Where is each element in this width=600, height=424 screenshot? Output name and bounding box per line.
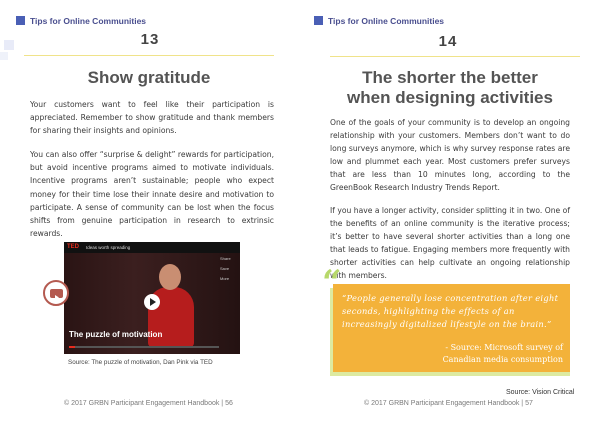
video-progress-fill xyxy=(69,346,75,348)
left-footer: © 2017 GRBN Participant Engagement Handbook | 56 xyxy=(64,400,233,407)
left-paragraph-2: You can also offer “surprise & delight” rewards for participation, but avoid incentive programs aimed to motivate individuals. Incentive programs aren’t sustainable; people who expect money for their time lose their innate desire and motivation to participate. A sense of community can be lost when the focus shifts from genuine participation in research to extrinsic rewards. xyxy=(30,150,274,238)
right-footer: © 2017 GRBN Participant Engagement Handbook | 57 xyxy=(364,400,533,407)
left-header-rule xyxy=(24,55,274,56)
right-paragraph-1: One of the goals of your community is to develop an ongoing relationship with your customers. Members don’t want to do long surveys anymore, which is why survey response rates are low and plummet each year. Most customers prefer surveys that are less than 10 minutes long, according to the GreenBook Research Industry Trends Report. xyxy=(330,118,570,193)
right-body xyxy=(330,116,570,282)
header-square-icon xyxy=(314,16,323,25)
left-heading: Show gratitude xyxy=(87,68,211,87)
menu-item-share[interactable]: Share xyxy=(220,256,231,261)
right-paragraph-2: If you have a longer activity, consider splitting it in two. One of the benefits of an online community is the iterative process; it’s better to have several shorter activities than a long one that leads to fatigue. Engaging members more frequently with shorter activities can help cultivate an ongoing relationship with members. xyxy=(330,205,570,281)
right-heading-line-2: when designing activities xyxy=(347,88,553,107)
speaker-head xyxy=(159,264,181,290)
video-top-title: Ideas worth spreading xyxy=(86,245,131,250)
decorative-square xyxy=(0,52,8,60)
left-body xyxy=(30,98,274,240)
ted-logo: TED xyxy=(67,244,79,250)
quote-mark-icon: “ xyxy=(322,263,342,303)
quote-source: - Source: Microsoft survey of Canadian media consumption xyxy=(442,343,563,364)
play-icon xyxy=(144,294,160,310)
left-page-number: 13 xyxy=(140,31,160,48)
video-top-bar xyxy=(64,242,240,253)
right-header-rule xyxy=(330,56,580,57)
decorative-square xyxy=(4,40,14,50)
right-header-title: Tips for Online Communities xyxy=(328,16,445,26)
quote-box xyxy=(333,284,570,372)
video-player[interactable] xyxy=(64,242,240,354)
menu-item-save[interactable]: Save xyxy=(220,266,230,271)
video-side-menu xyxy=(220,256,238,286)
video-progress-bar[interactable] xyxy=(69,346,219,348)
right-heading-line-1: The shorter the better xyxy=(362,68,538,87)
right-source: Source: Vision Critical xyxy=(506,389,575,396)
play-button[interactable] xyxy=(144,294,160,310)
left-paragraph-1: Your customers want to feel like their participation is appreciated. Remember to show gratitude and thank members for sharing their insights and opinions. xyxy=(30,100,274,136)
video-source-caption: Source: The puzzle of motivation, Dan Pink via TED xyxy=(68,359,213,366)
quote-text: “People generally lose concentration after eight seconds, highlighting the effects of an increasingly digitalized lifestyle on the brain.” xyxy=(342,293,559,329)
menu-item-more[interactable]: More xyxy=(220,276,230,281)
left-header-title: Tips for Online Communities xyxy=(30,16,147,26)
header-square-icon xyxy=(16,16,25,25)
play-triangle-icon xyxy=(50,293,63,302)
video-link-icon[interactable] xyxy=(43,280,69,306)
video-caption-overlay: The puzzle of motivation xyxy=(69,330,163,339)
play-rect-icon xyxy=(50,289,63,298)
right-page-number: 14 xyxy=(438,33,458,50)
